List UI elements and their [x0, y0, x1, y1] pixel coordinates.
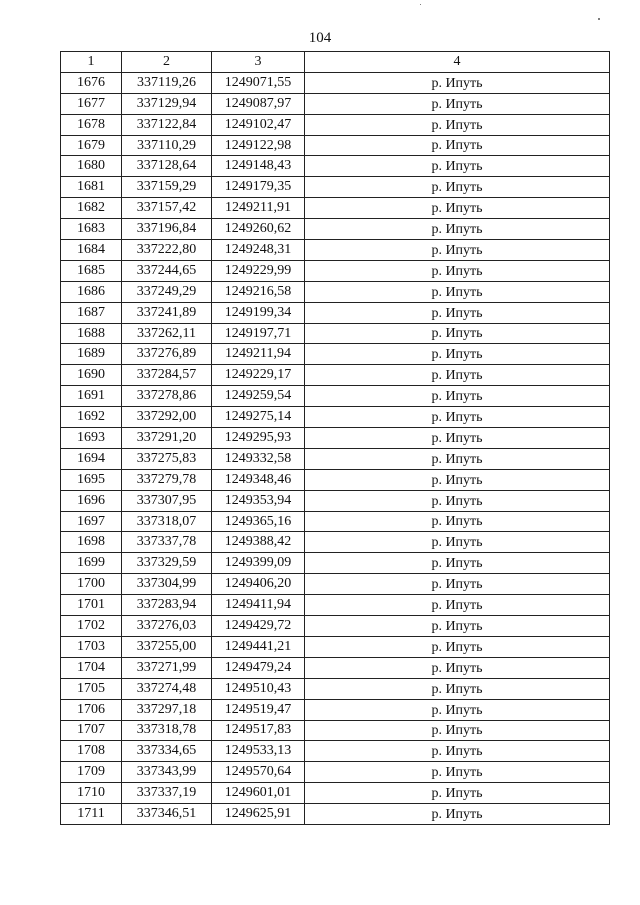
y-coordinate-cell: 1249353,94	[212, 490, 305, 511]
description-cell: р. Ипуть	[305, 365, 610, 386]
table-row	[61, 469, 610, 490]
y-coordinate-cell: 1249122,98	[212, 135, 305, 156]
table-row	[61, 448, 610, 469]
description-cell: р. Ипуть	[305, 616, 610, 637]
point-number-cell: 1683	[61, 219, 122, 240]
y-coordinate-cell: 1249332,58	[212, 448, 305, 469]
point-number-cell: 1699	[61, 553, 122, 574]
point-number-cell: 1696	[61, 490, 122, 511]
point-number-cell: 1691	[61, 386, 122, 407]
description-cell: р. Ипуть	[305, 657, 610, 678]
description-cell: р. Ипуть	[305, 699, 610, 720]
point-number-cell: 1710	[61, 783, 122, 804]
x-coordinate-cell: 337329,59	[122, 553, 212, 574]
point-number-cell: 1692	[61, 407, 122, 428]
description-cell: р. Ипуть	[305, 260, 610, 281]
table-row	[61, 302, 610, 323]
y-coordinate-cell: 1249229,17	[212, 365, 305, 386]
x-coordinate-cell: 337343,99	[122, 762, 212, 783]
column-header-4: 4	[305, 52, 610, 73]
table-body	[61, 72, 610, 824]
x-coordinate-cell: 337275,83	[122, 448, 212, 469]
y-coordinate-cell: 1249148,43	[212, 156, 305, 177]
y-coordinate-cell: 1249479,24	[212, 657, 305, 678]
y-coordinate-cell: 1249071,55	[212, 72, 305, 93]
description-cell: р. Ипуть	[305, 93, 610, 114]
x-coordinate-cell: 337278,86	[122, 386, 212, 407]
description-cell: р. Ипуть	[305, 678, 610, 699]
table-row	[61, 135, 610, 156]
point-number-cell: 1681	[61, 177, 122, 198]
x-coordinate-cell: 337222,80	[122, 240, 212, 261]
x-coordinate-cell: 337157,42	[122, 198, 212, 219]
x-coordinate-cell: 337284,57	[122, 365, 212, 386]
x-coordinate-cell: 337304,99	[122, 574, 212, 595]
description-cell: р. Ипуть	[305, 490, 610, 511]
x-coordinate-cell: 337128,64	[122, 156, 212, 177]
table-row	[61, 616, 610, 637]
y-coordinate-cell: 1249517,83	[212, 720, 305, 741]
point-number-cell: 1701	[61, 595, 122, 616]
table-row	[61, 636, 610, 657]
y-coordinate-cell: 1249429,72	[212, 616, 305, 637]
table-row	[61, 741, 610, 762]
y-coordinate-cell: 1249229,99	[212, 260, 305, 281]
description-cell: р. Ипуть	[305, 574, 610, 595]
x-coordinate-cell: 337262,11	[122, 323, 212, 344]
table-row	[61, 490, 610, 511]
table-row	[61, 657, 610, 678]
point-number-cell: 1679	[61, 135, 122, 156]
x-coordinate-cell: 337318,07	[122, 511, 212, 532]
y-coordinate-cell: 1249260,62	[212, 219, 305, 240]
y-coordinate-cell: 1249510,43	[212, 678, 305, 699]
point-number-cell: 1693	[61, 428, 122, 449]
table-row	[61, 240, 610, 261]
x-coordinate-cell: 337159,29	[122, 177, 212, 198]
point-number-cell: 1680	[61, 156, 122, 177]
y-coordinate-cell: 1249087,97	[212, 93, 305, 114]
description-cell: р. Ипуть	[305, 407, 610, 428]
table-row	[61, 720, 610, 741]
description-cell: р. Ипуть	[305, 762, 610, 783]
table-row	[61, 574, 610, 595]
x-coordinate-cell: 337292,00	[122, 407, 212, 428]
table-row	[61, 804, 610, 825]
y-coordinate-cell: 1249348,46	[212, 469, 305, 490]
y-coordinate-cell: 1249411,94	[212, 595, 305, 616]
x-coordinate-cell: 337249,29	[122, 281, 212, 302]
point-number-cell: 1689	[61, 344, 122, 365]
table-row	[61, 156, 610, 177]
point-number-cell: 1690	[61, 365, 122, 386]
y-coordinate-cell: 1249259,54	[212, 386, 305, 407]
table-header-row	[61, 52, 610, 73]
description-cell: р. Ипуть	[305, 386, 610, 407]
description-cell: р. Ипуть	[305, 281, 610, 302]
x-coordinate-cell: 337241,89	[122, 302, 212, 323]
point-number-cell: 1698	[61, 532, 122, 553]
table-row	[61, 344, 610, 365]
table-row	[61, 198, 610, 219]
point-number-cell: 1703	[61, 636, 122, 657]
x-coordinate-cell: 337276,89	[122, 344, 212, 365]
x-coordinate-cell: 337271,99	[122, 657, 212, 678]
table-row	[61, 365, 610, 386]
point-number-cell: 1687	[61, 302, 122, 323]
table-row	[61, 114, 610, 135]
x-coordinate-cell: 337110,29	[122, 135, 212, 156]
y-coordinate-cell: 1249519,47	[212, 699, 305, 720]
y-coordinate-cell: 1249102,47	[212, 114, 305, 135]
description-cell: р. Ипуть	[305, 198, 610, 219]
point-number-cell: 1688	[61, 323, 122, 344]
y-coordinate-cell: 1249441,21	[212, 636, 305, 657]
table-row	[61, 532, 610, 553]
x-coordinate-cell: 337122,84	[122, 114, 212, 135]
x-coordinate-cell: 337196,84	[122, 219, 212, 240]
y-coordinate-cell: 1249625,91	[212, 804, 305, 825]
table-row	[61, 553, 610, 574]
table-row	[61, 93, 610, 114]
description-cell: р. Ипуть	[305, 240, 610, 261]
point-number-cell: 1677	[61, 93, 122, 114]
y-coordinate-cell: 1249248,31	[212, 240, 305, 261]
x-coordinate-cell: 337346,51	[122, 804, 212, 825]
x-coordinate-cell: 337307,95	[122, 490, 212, 511]
description-cell: р. Ипуть	[305, 532, 610, 553]
x-coordinate-cell: 337255,00	[122, 636, 212, 657]
y-coordinate-cell: 1249179,35	[212, 177, 305, 198]
y-coordinate-cell: 1249601,01	[212, 783, 305, 804]
column-header-3: 3	[212, 52, 305, 73]
x-coordinate-cell: 337337,78	[122, 532, 212, 553]
column-header-1: 1	[61, 52, 122, 73]
point-number-cell: 1709	[61, 762, 122, 783]
table-row	[61, 386, 610, 407]
description-cell: р. Ипуть	[305, 156, 610, 177]
x-coordinate-cell: 337337,19	[122, 783, 212, 804]
x-coordinate-cell: 337283,94	[122, 595, 212, 616]
point-number-cell: 1686	[61, 281, 122, 302]
point-number-cell: 1684	[61, 240, 122, 261]
y-coordinate-cell: 1249570,64	[212, 762, 305, 783]
table-row	[61, 699, 610, 720]
description-cell: р. Ипуть	[305, 511, 610, 532]
description-cell: р. Ипуть	[305, 720, 610, 741]
description-cell: р. Ипуть	[305, 636, 610, 657]
point-number-cell: 1685	[61, 260, 122, 281]
description-cell: р. Ипуть	[305, 783, 610, 804]
table-row	[61, 219, 610, 240]
point-number-cell: 1682	[61, 198, 122, 219]
description-cell: р. Ипуть	[305, 804, 610, 825]
y-coordinate-cell: 1249211,91	[212, 198, 305, 219]
y-coordinate-cell: 1249406,20	[212, 574, 305, 595]
y-coordinate-cell: 1249399,09	[212, 553, 305, 574]
table-row	[61, 177, 610, 198]
table-row	[61, 323, 610, 344]
description-cell: р. Ипуть	[305, 219, 610, 240]
page-number: 104	[308, 30, 332, 46]
table-row	[61, 511, 610, 532]
x-coordinate-cell: 337291,20	[122, 428, 212, 449]
column-header-2: 2	[122, 52, 212, 73]
x-coordinate-cell: 337244,65	[122, 260, 212, 281]
description-cell: р. Ипуть	[305, 741, 610, 762]
y-coordinate-cell: 1249197,71	[212, 323, 305, 344]
x-coordinate-cell: 337129,94	[122, 93, 212, 114]
x-coordinate-cell: 337279,78	[122, 469, 212, 490]
y-coordinate-cell: 1249388,42	[212, 532, 305, 553]
scan-speck	[598, 18, 600, 20]
table-row	[61, 762, 610, 783]
description-cell: р. Ипуть	[305, 177, 610, 198]
point-number-cell: 1694	[61, 448, 122, 469]
description-cell: р. Ипуть	[305, 323, 610, 344]
point-number-cell: 1700	[61, 574, 122, 595]
table-row	[61, 595, 610, 616]
point-number-cell: 1704	[61, 657, 122, 678]
x-coordinate-cell: 337276,03	[122, 616, 212, 637]
description-cell: р. Ипуть	[305, 302, 610, 323]
y-coordinate-cell: 1249211,94	[212, 344, 305, 365]
x-coordinate-cell: 337274,48	[122, 678, 212, 699]
point-number-cell: 1708	[61, 741, 122, 762]
description-cell: р. Ипуть	[305, 72, 610, 93]
description-cell: р. Ипуть	[305, 553, 610, 574]
point-number-cell: 1702	[61, 616, 122, 637]
scan-speck	[420, 4, 421, 5]
x-coordinate-cell: 337318,78	[122, 720, 212, 741]
point-number-cell: 1676	[61, 72, 122, 93]
x-coordinate-cell: 337334,65	[122, 741, 212, 762]
description-cell: р. Ипуть	[305, 469, 610, 490]
point-number-cell: 1711	[61, 804, 122, 825]
y-coordinate-cell: 1249216,58	[212, 281, 305, 302]
x-coordinate-cell: 337297,18	[122, 699, 212, 720]
coordinates-table	[60, 51, 610, 825]
description-cell: р. Ипуть	[305, 428, 610, 449]
table-row	[61, 281, 610, 302]
y-coordinate-cell: 1249199,34	[212, 302, 305, 323]
description-cell: р. Ипуть	[305, 135, 610, 156]
table-row	[61, 72, 610, 93]
table-row	[61, 428, 610, 449]
x-coordinate-cell: 337119,26	[122, 72, 212, 93]
point-number-cell: 1697	[61, 511, 122, 532]
table-row	[61, 783, 610, 804]
description-cell: р. Ипуть	[305, 448, 610, 469]
description-cell: р. Ипуть	[305, 114, 610, 135]
point-number-cell: 1695	[61, 469, 122, 490]
table-row	[61, 678, 610, 699]
table-row	[61, 407, 610, 428]
y-coordinate-cell: 1249295,93	[212, 428, 305, 449]
y-coordinate-cell: 1249533,13	[212, 741, 305, 762]
point-number-cell: 1707	[61, 720, 122, 741]
y-coordinate-cell: 1249275,14	[212, 407, 305, 428]
point-number-cell: 1678	[61, 114, 122, 135]
description-cell: р. Ипуть	[305, 595, 610, 616]
description-cell: р. Ипуть	[305, 344, 610, 365]
y-coordinate-cell: 1249365,16	[212, 511, 305, 532]
point-number-cell: 1706	[61, 699, 122, 720]
point-number-cell: 1705	[61, 678, 122, 699]
table-row	[61, 260, 610, 281]
